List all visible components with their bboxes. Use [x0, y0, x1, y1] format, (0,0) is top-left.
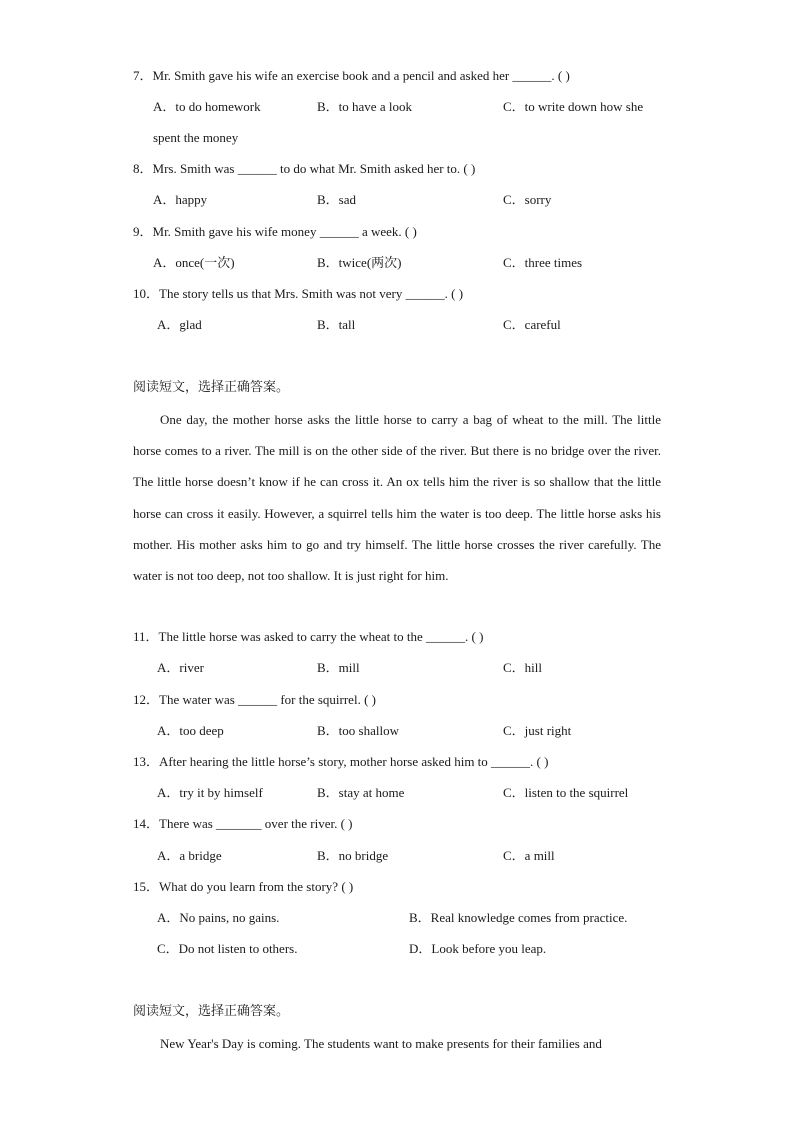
question-12 [133, 692, 376, 708]
option-b: B．mill [317, 660, 360, 675]
question-text: Mr. Smith gave his wife an exercise book and a pencil and asked her ______. ( ) [152, 68, 570, 83]
option-c: C．to write down how she [503, 99, 644, 114]
section-instruction: 阅读短文，选择正确答案。 [133, 1004, 290, 1019]
option-c: C．a mill [503, 848, 555, 863]
option-c: C．three times [503, 255, 583, 270]
question-number: 12． [133, 692, 160, 707]
option-a: A．too deep [157, 723, 224, 738]
option-b: B．no bridge [317, 848, 389, 863]
question-text: The story tells us that Mrs. Smith was not very ______. ( ) [159, 286, 464, 301]
option-c: C．Do not listen to others. [157, 941, 298, 956]
option-a: A．once(一次) [153, 255, 235, 270]
option-c: C．hill [503, 660, 543, 675]
option-b: B．sad [317, 192, 357, 207]
question-text: Mr. Smith gave his wife money ______ a week. ( ) [152, 224, 417, 239]
question-number: 8． [133, 161, 153, 176]
question-text: The little horse was asked to carry the wheat to the ______. ( ) [158, 629, 484, 644]
option-a: A．happy [153, 192, 208, 207]
option-c: C．just right [503, 723, 572, 738]
question-13 [133, 754, 548, 770]
question-text: There was _______ over the river. ( ) [159, 816, 353, 831]
question-text: Mrs. Smith was ______ to do what Mr. Smith asked her to. ( ) [152, 161, 476, 176]
option-b: B．tall [317, 317, 356, 332]
option-c-continuation: spent the money [153, 130, 239, 145]
question-number: 11． [133, 629, 159, 644]
option-a: A．a bridge [157, 848, 222, 863]
option-b: B．twice(两次) [317, 255, 402, 270]
passage-text: One day, the mother horse asks the little horse to carry a bag of wheat to the mill. The little horse comes to a river. The mill is on the other side of the river. But there is no bridge over the river. The little horse doesn’t know if he can cross it. An ox tells him the river is so shallow that the little horse can cross it easily. However, a squirrel tells him the water is too deep. The little horse asks his mother. His mother asks him to go and try himself. The little horse crosses the river carefully. The water is not too deep, not too shallow. It is just right for him. [133, 412, 661, 584]
section-instruction: 阅读短文，选择正确答案。 [133, 380, 290, 395]
option-c: C．careful [503, 317, 561, 332]
question-number: 13． [133, 754, 160, 769]
option-b: B．Real knowledge comes from practice. [409, 910, 628, 925]
option-a: A．river [157, 660, 204, 675]
question-number: 9． [133, 224, 153, 239]
option-c: C．listen to the squirrel [503, 785, 629, 800]
question-8 [133, 161, 475, 177]
option-a: A．to do homework [153, 99, 261, 114]
option-b: B．to have a look [317, 99, 412, 114]
option-d: D．Look before you leap. [409, 941, 547, 956]
question-text: What do you learn from the story? ( ) [159, 879, 354, 894]
option-a: A．No pains, no gains. [157, 910, 280, 925]
option-a: A．try it by himself [157, 785, 263, 800]
question-10 [133, 286, 463, 302]
question-number: 7． [133, 68, 153, 83]
question-7 [133, 68, 570, 84]
question-14 [133, 816, 353, 832]
reading-passage [133, 404, 661, 591]
question-11 [133, 629, 483, 645]
question-text: The water was ______ for the squirrel. ( ) [159, 692, 376, 707]
passage-text: New Year's Day is coming. The students want to make presents for their families and [160, 1036, 602, 1051]
question-text: After hearing the little horse’s story, mother horse asked him to ______. ( ) [159, 754, 549, 769]
question-9 [133, 224, 417, 240]
option-b: B．too shallow [317, 723, 399, 738]
question-number: 14． [133, 816, 160, 831]
option-a: A．glad [157, 317, 202, 332]
question-15 [133, 879, 353, 895]
question-number: 15． [133, 879, 160, 894]
question-number: 10． [133, 286, 160, 301]
option-b: B．stay at home [317, 785, 405, 800]
option-c: C．sorry [503, 192, 552, 207]
reading-passage [133, 1028, 661, 1059]
